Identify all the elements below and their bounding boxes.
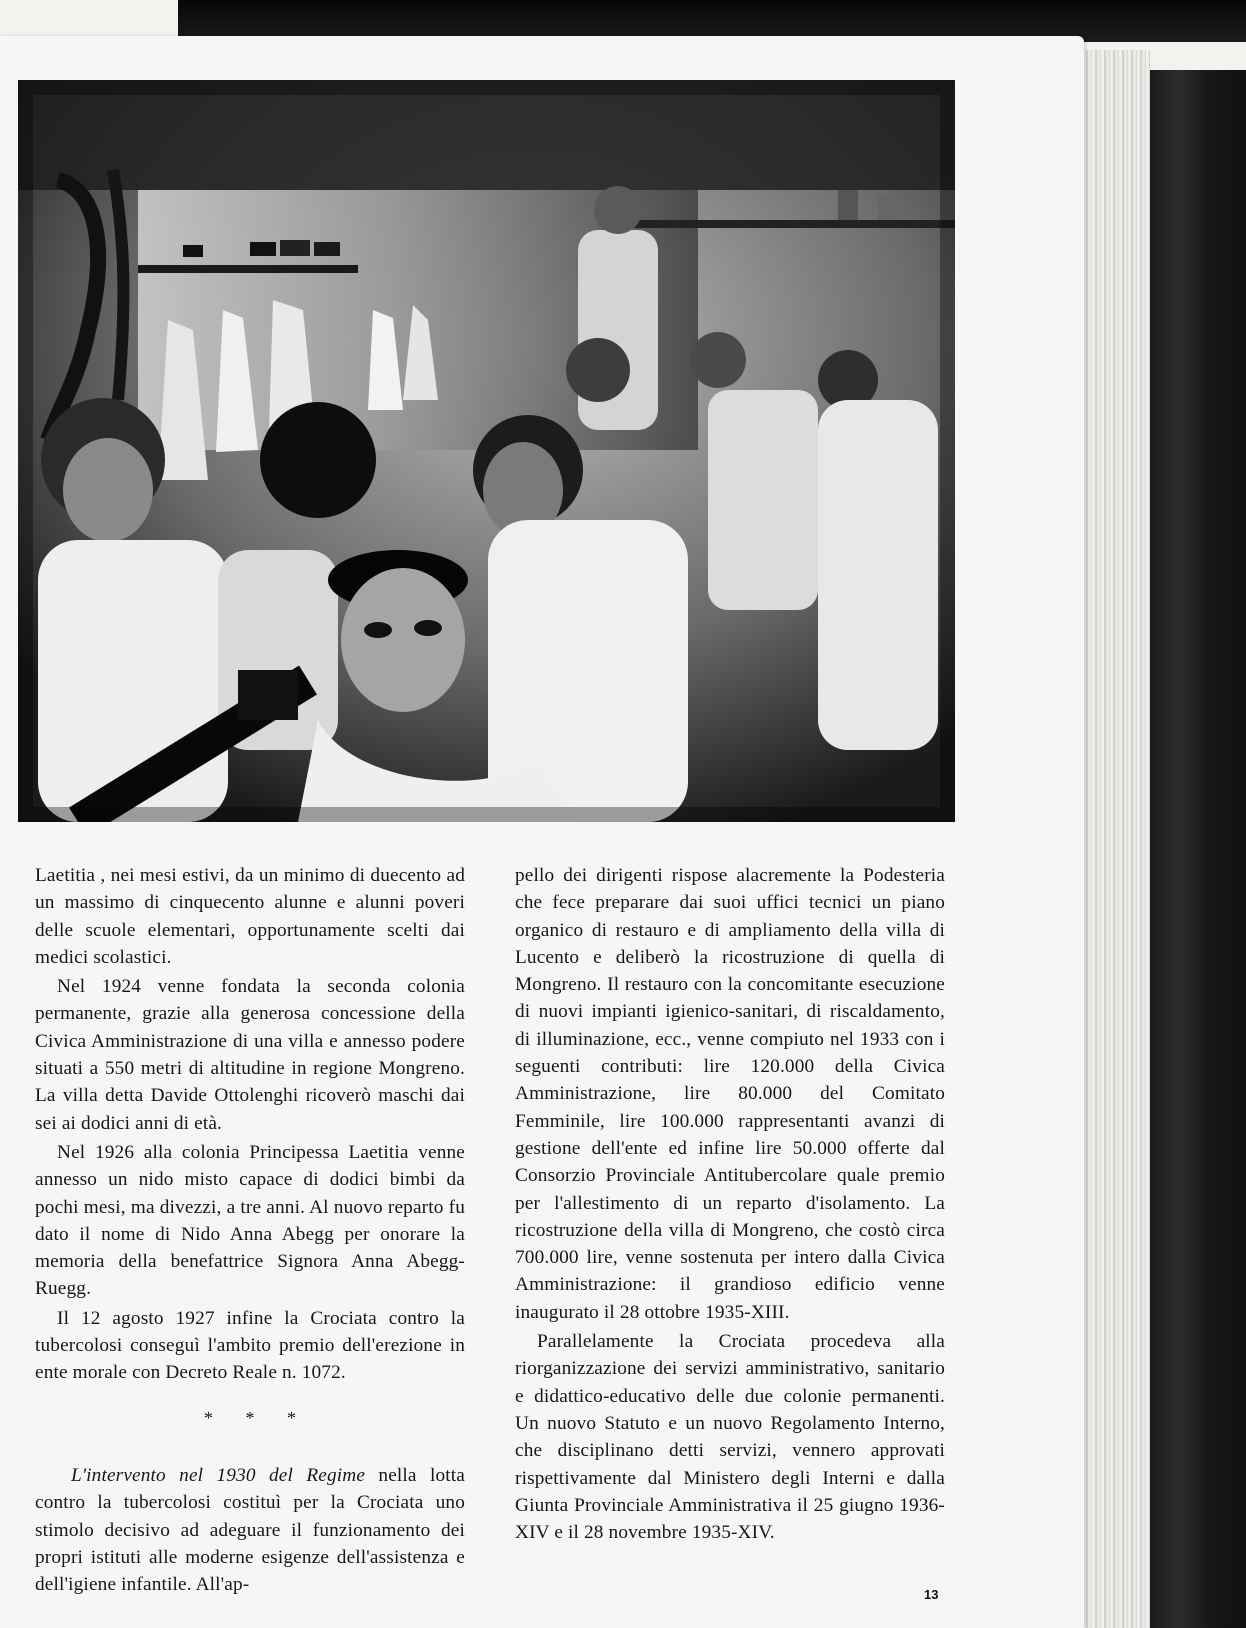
- paragraph: Nel 1924 venne fondata la seconda colonia permanente, grazie alla generosa concessione della Civica Amministrazione di una villa e annesso podere situati a 550 metri di altitudine in regione Mongreno. La villa detta Davide Ottolenghi ricoverò maschi dai sei ai dodici anni di età.: [35, 976, 465, 1134]
- photograph: [18, 80, 955, 822]
- page-number: 13: [924, 1587, 939, 1602]
- book-binding-edge: [1150, 70, 1246, 1628]
- paragraph-text: nella lotta contro la tubercolosi costituì per la Crociata uno stimolo decisivo ad adeguare il funzionamento dei propri istituti alle moderne esigenze dell'assistenza e dell'igiene infantile. All'ap-: [35, 1464, 465, 1596]
- paragraph: pello dei dirigenti rispose alacremente la Podesteria che fece preparare dai suoi uffici tecnici un piano organico di restauro e di ampliamento della villa di Lucento e deliberò la ricostruzione di quella di Mongreno. Il restauro con la concomitante esecuzione di nuovi impianti igienico-sanitari, di riscaldamento, di illuminazione, ecc., venne compiuto nel 1933 con i seguenti contributi: lire 120.000 della Civica Amministrazione, lire 80.000 del Comitato Femminile, lire 100.000 rappresentanti avanzi di gestione dell'ente ed infine lire 50.000 offerte dal Consorzio Provinciale Antitubercolare quale premio per l'allestimento di un reparto d'isolamento. La ricostruzione della villa di Mongreno, che costò circa 700.000 lire, venne sostenuta per intero dalla Civica Amministrazione: il grandioso edificio venne inaugurato il 28 ottobre 1935-XIII.: [515, 865, 945, 1323]
- paragraph: Parallelamente la Crociata procedeva alla riorganizzazione dei servizi amministrativo, sanitario e didattico-educativo delle due colonie permanenti. Un nuovo Statuto e un nuovo Regolamento Interno, che disciplinano detti servizi, vennero approvati rispettivamente dal Ministero degli Interni e dalla Giunta Provinciale Amministrativa il 25 giugno 1936-XIV e il 28 novembre 1935-XIV.: [515, 1331, 945, 1544]
- paragraph: Laetitia , nei mesi estivi, da un minimo di duecento ad un massimo di cinquecento alunne e alunni poveri delle scuole elementari, opportunamente scelti dai medici scolastici.: [35, 865, 465, 968]
- text-column-right: [515, 862, 945, 1546]
- paragraph: Il 12 agosto 1927 infine la Crociata contro la tubercolosi conseguì l'ambito premio dell'erezione in ente morale con Decreto Reale n. 1072.: [35, 1307, 465, 1384]
- photo-shelf: [138, 265, 358, 273]
- text-column-left: [35, 862, 465, 1598]
- paragraph: Nel 1926 alla colonia Principessa Laetitia venne annesso un nido misto capace di dodici bimbi da pochi mesi, ma divezzi, a tre anni. Al nuovo reparto fu dato il nome di Nido Anna Abegg per onorare la memoria della benefattrice Signora Anna Abegg-Ruegg.: [35, 1141, 465, 1300]
- paragraph: [35, 1462, 465, 1598]
- page-edges: [1082, 50, 1150, 1628]
- photo-illustration: [18, 80, 955, 822]
- italic-lead: L'intervento nel 1930 del Regime: [71, 1464, 366, 1486]
- section-separator: * * *: [204, 1407, 310, 1428]
